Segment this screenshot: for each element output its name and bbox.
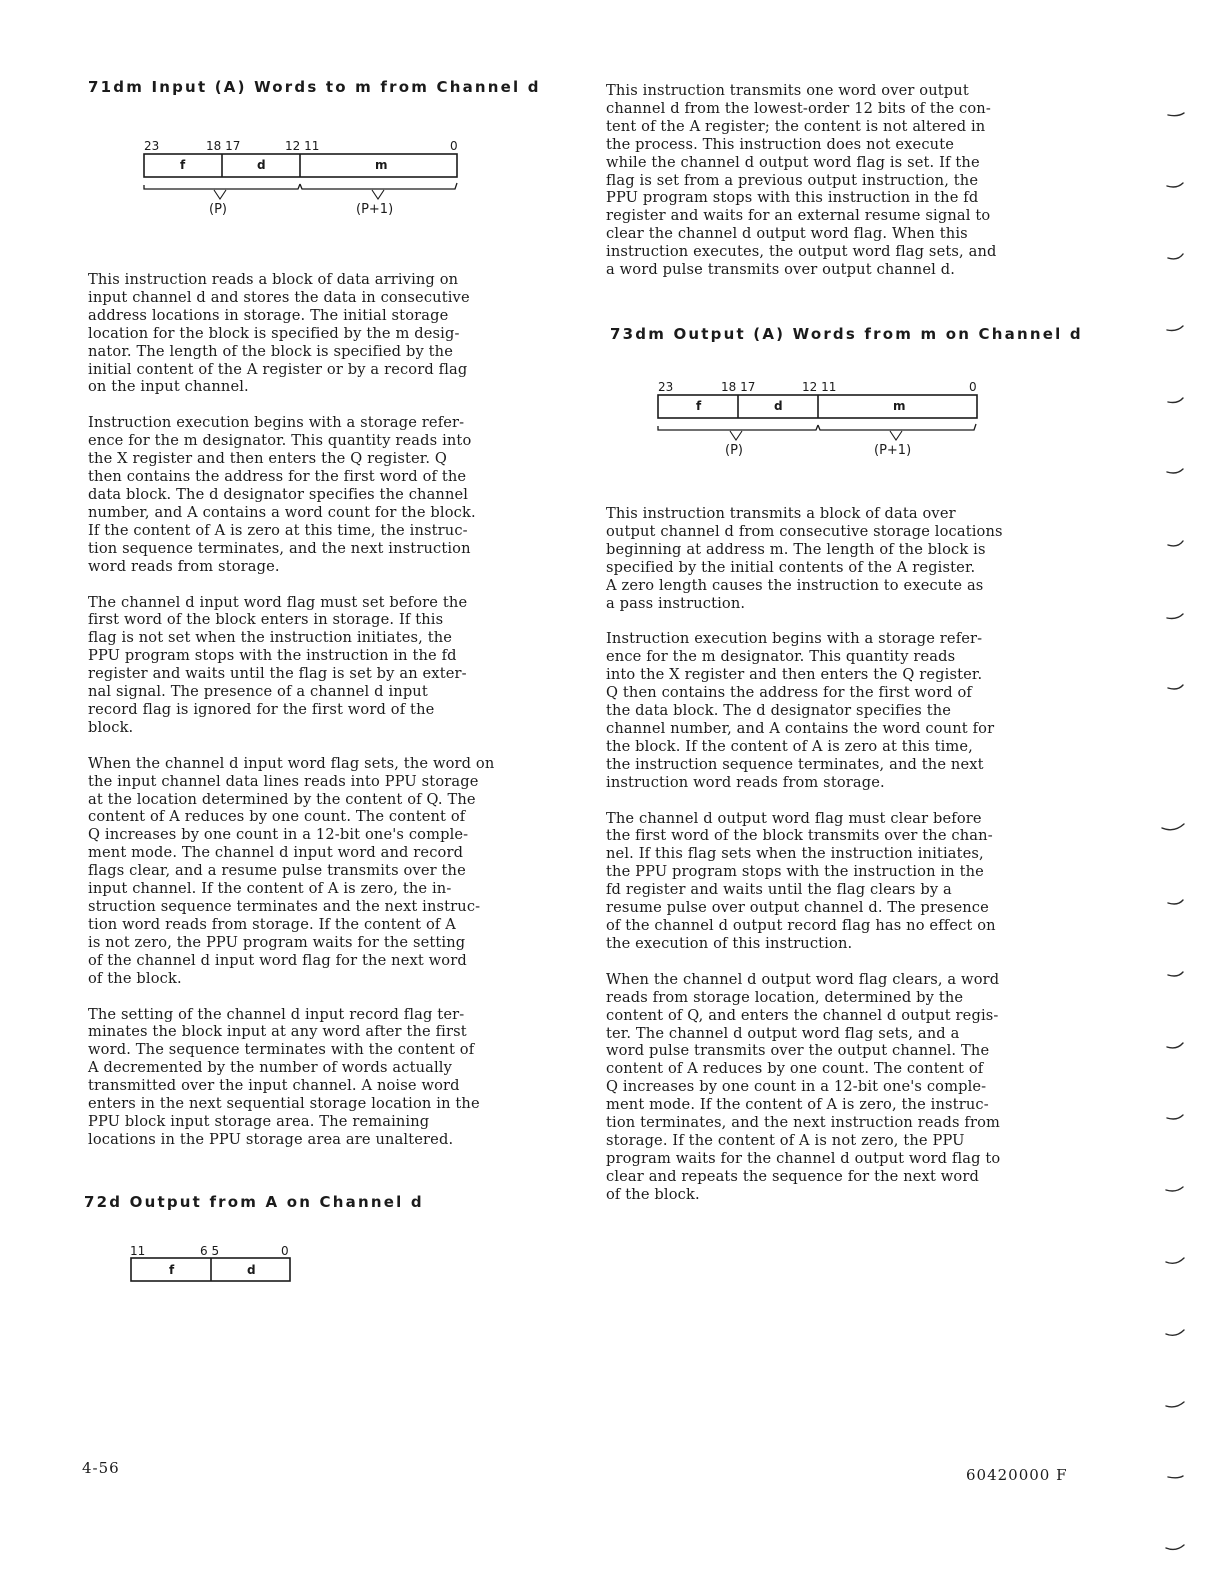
bit-label-0: 0 <box>969 379 977 394</box>
heading-71dm: 71dm Input (A) Words to m from Channel d <box>88 78 541 96</box>
bit-label-23: 23 <box>658 379 674 394</box>
field-f: f <box>696 398 702 413</box>
page-number: 4-56 <box>82 1459 120 1477</box>
format-box-72d <box>130 1257 310 1287</box>
heading-73dm: 73dm Output (A) Words from m on Channel d <box>610 324 1083 343</box>
format-box-71dm <box>142 153 472 233</box>
instruction-format-71dm <box>142 140 472 244</box>
field-d: d <box>774 398 783 413</box>
paragraph: When the channel d output word flag clears, a word reads from storage location, determined by the content of Q, and enters the channel d output regis- ter. The channel d output word flag sets, and a word pulse transmits over the output channel. The content of A reduces by one count. The content of Q increases by one count in a 12-bit one's comple- ment mode. If the content of A is zero, the instruc- tion terminates, and the next instruction reads from storage. If the content of A is not zero, the PPU program waits for the channel d output word flag to clear and repeats the sequence for the next word of the block. <box>606 970 1001 1203</box>
bit-label-18-17: 18 17 <box>206 139 241 153</box>
field-m: m <box>375 158 388 172</box>
heading-72d: 72d Output from A on Channel d <box>84 1192 424 1211</box>
field-m: m <box>893 398 906 413</box>
word-label-p1: (P+1) <box>356 202 394 217</box>
bit-label-6-5: 6 5 <box>200 1243 220 1258</box>
left-column <box>84 78 566 1285</box>
instruction-format-72d <box>130 1245 310 1285</box>
paragraph: Instruction execution begins with a storage refer- ence for the m designator. This quantity reads into the X register and then enters the Q register. Q then contains the address for the first word of the data block. The d designator specifies the channel number, and A contains a word count for the block. If the content of A is zero at this time, the instruc- tion sequence terminates, and the next instruction word reads from storage. <box>88 414 476 575</box>
paragraph: Instruction execution begins with a storage refer- ence for the m designator. This quantity reads into the X register and then enters the Q register. Q then contains the address for the first word of the data block. The d designator specifies the channel number, and A contains the word count for the block. If the content of A is zero at this time, the instruction sequence terminates, and the next instruction word reads from storage. <box>606 630 995 791</box>
field-d: d <box>247 1262 256 1277</box>
right-column <box>606 82 1084 1222</box>
word-label-p1: (P+1) <box>874 442 912 458</box>
field-f: f <box>180 158 186 172</box>
word-label-p: (P) <box>209 202 227 217</box>
bit-label-0: 0 <box>281 1243 289 1258</box>
field-d: d <box>257 158 266 172</box>
paragraph: When the channel d input word flag sets, the word on the input channel data lines reads into PPU storage at the location determined by the content of Q. The content of A reduces by one count. The content of Q increases by one count in a 12-bit one's comple- ment mode. The channel d input word and record flags clear, and a resume pulse transmits over the input channel. If the content of A is zero, the in- struction sequence terminates and the next instruc- tion word reads from storage. If the content of A is not zero, the PPU program waits for the setting of the channel d input word flag for the next word of the block. <box>88 754 495 987</box>
format-box-73dm <box>658 394 988 474</box>
bit-label-12-11: 12 11 <box>802 379 837 394</box>
instruction-format-73dm <box>658 381 988 485</box>
paragraph: This instruction transmits one word over output channel d from the lowest-order 12 bits of the con- tent of the A register; the content is not altered in the process. This instruction does not execute while the channel d output word flag is set. If the flag is set from a previous output instruction, the PPU program stops with this instruction in the fd register and waits for an external resume signal to clear the channel d output word flag. When this instruction executes, the output word flag sets, and a word pulse transmits over output channel d. <box>606 82 997 279</box>
paragraph: This instruction transmits a block of data over output channel d from consecutive storage locations beginning at address m. The length of the block is specified by the initial contents of the A register. A zero length causes the instruction to execute as a pass instruction. <box>606 504 1003 612</box>
paragraph: The channel d input word flag must set before the first word of the block enters in storage. If this flag is not set when the instruction initiates, the PPU program stops with the instruction in the fd register and waits until the flag is set by an exter- nal signal. The presence of a channel d input record flag is ignored for the first word of the block. <box>88 593 468 736</box>
document-number: 60420000 F <box>966 1466 1068 1484</box>
bit-label-12-11: 12 11 <box>285 139 320 153</box>
paragraph: This instruction reads a block of data arriving on input channel d and stores the data in consecutive address locations in storage. The initial storage location for the block is specified by the m desig- nator. The length of the block is specified by the initial content of the A register or by a record flag on the input channel. <box>88 271 470 396</box>
paragraph: The setting of the channel d input record flag ter- minates the block input at any word after the first word. The sequence terminates with the content of A decremented by the number of words actually transmitted over the input channel. A noise word enters in the next sequential storage location in the PPU block input storage area. The remaining locations in the PPU storage area are unaltered. <box>88 1005 480 1148</box>
word-label-p: (P) <box>725 442 743 458</box>
field-f: f <box>169 1262 175 1277</box>
paragraph: The channel d output word flag must clear before the first word of the block transmits over the chan- nel. If this flag sets when the instruction initiates, the PPU program stops with the instruction in the fd register and waits until the flag clears by a resume pulse over output channel d. The presence of the channel d output record flag has no effect on the execution of this instruction. <box>606 809 996 952</box>
binding-edge-marks <box>1150 0 1218 1581</box>
bit-label-23: 23 <box>144 139 160 153</box>
bit-label-11: 11 <box>130 1243 146 1258</box>
bit-label-0: 0 <box>450 139 458 153</box>
bit-label-18-17: 18 17 <box>721 379 756 394</box>
